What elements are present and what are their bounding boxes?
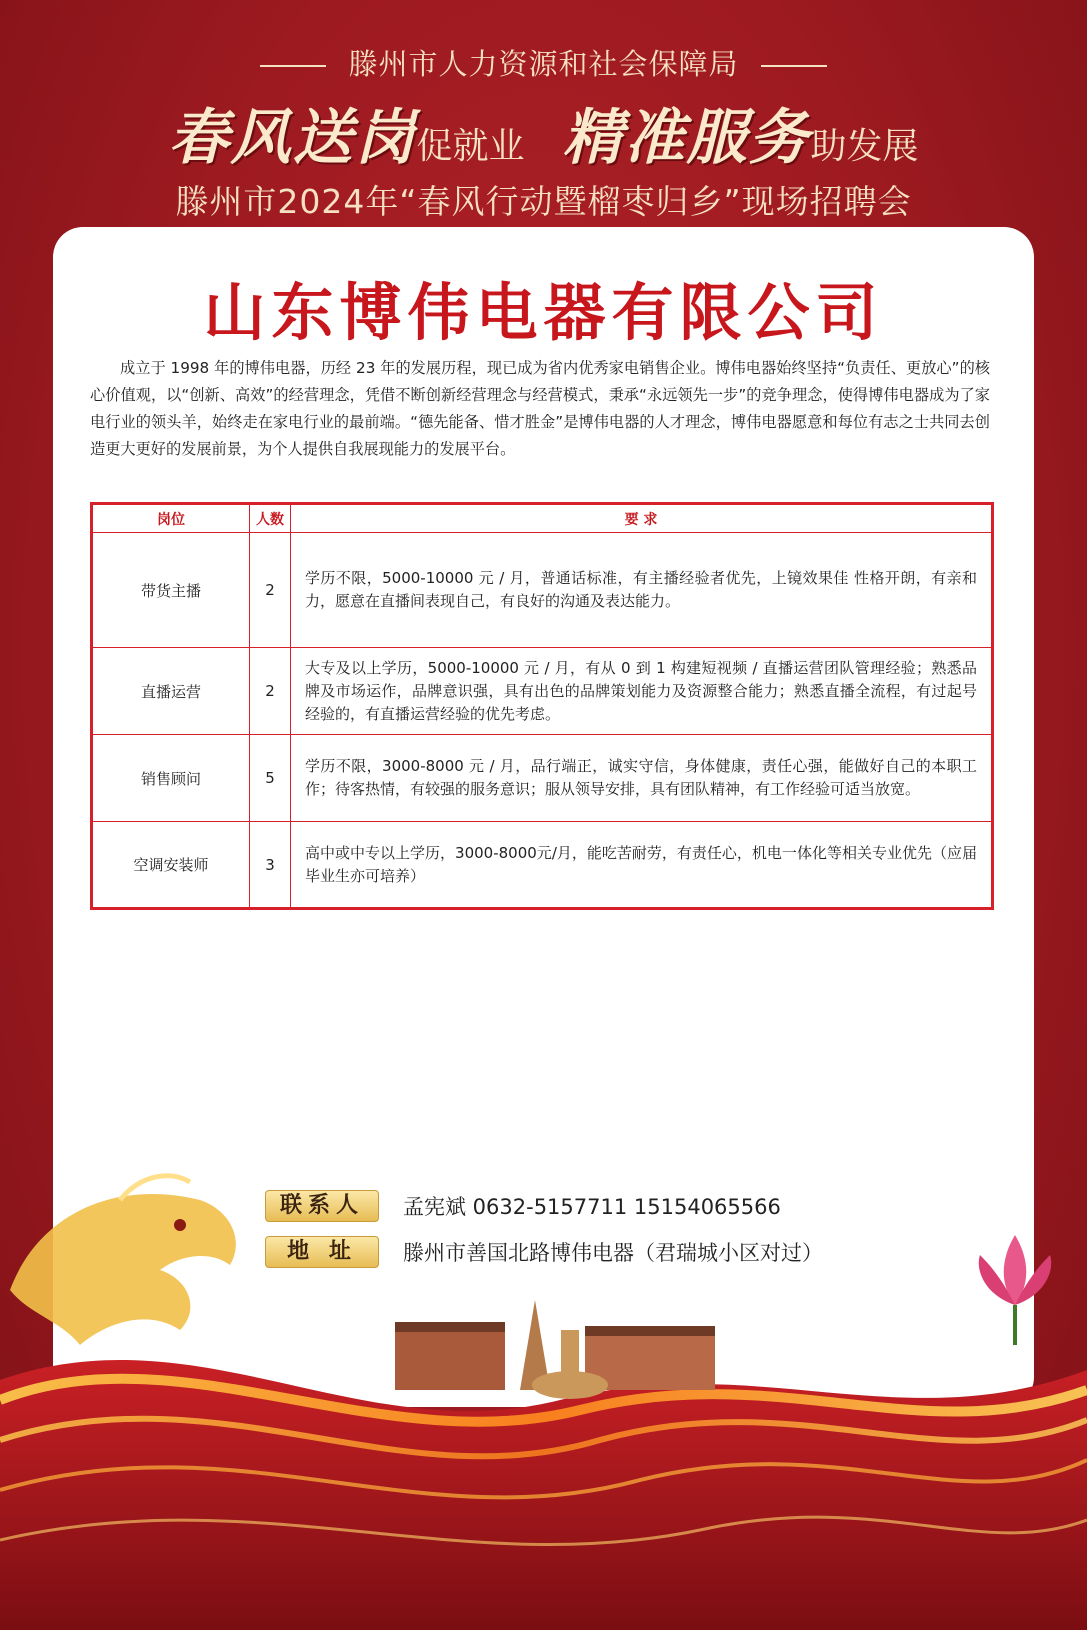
job-requirement: 学历不限，3000-8000 元 / 月，品行端正，诚实守信，身体健康，责任心强，能做好自己的本职工作；待客热情，有较强的服务意识；服从领导安排，具有团队精神，有工作经验可适当放宽。	[291, 735, 993, 822]
organizer-line	[0, 42, 1087, 83]
event-title: 滕州市2024年“春风行动暨榴枣归乡”现场招聘会	[175, 182, 912, 221]
contact-person-value: 孟宪斌 0632-5157711 15154065566	[403, 1195, 781, 1219]
dragon-icon	[0, 1170, 250, 1370]
address-label: 地 址	[265, 1236, 379, 1268]
slogan-2-text: 助发展	[810, 126, 919, 167]
job-count: 2	[250, 533, 291, 648]
table-row	[92, 822, 993, 909]
job-position: 带货主播	[92, 533, 250, 648]
contact-block	[265, 1188, 1045, 1280]
job-requirement: 高中或中专以上学历，3000-8000元/月，能吃苦耐劳，有责任心，机电一体化等相关专业优先（应届毕业生亦可培养）	[291, 822, 993, 909]
job-position: 直播运营	[92, 648, 250, 735]
table-row	[92, 648, 993, 735]
contact-person-label: 联系人	[265, 1190, 379, 1222]
address-row	[265, 1234, 1045, 1270]
job-count: 5	[250, 735, 291, 822]
job-requirement: 学历不限，5000-10000 元 / 月，普通话标准，有主播经验者优先，上镜效果佳 性格开朗，有亲和力，愿意在直播间表现自己，有良好的沟通及表达能力。	[291, 533, 993, 648]
table-row	[92, 533, 993, 648]
job-position: 销售顾问	[92, 735, 250, 822]
contact-row	[265, 1188, 1045, 1224]
poster-header	[0, 0, 1087, 230]
job-count: 3	[250, 822, 291, 909]
slogan-1-text: 促就业	[416, 126, 525, 167]
right-dash	[761, 65, 827, 67]
job-table	[90, 502, 994, 910]
company-intro: 成立于 1998 年的博伟电器，历经 23 年的发展历程，现已成为省内优秀家电销售企业。博伟电器始终坚持“负责任、更放心”的核心价值观，以“创新、高效”的经营理念，凭借不断创新经营理念与经营模式，秉承“永远领先一步”的竞争理念，使得博伟电器成为了家电行业的领头羊，始终走在家电行业的最前端。“德先能备、惜才胜金”是博伟电器的人才理念，博伟电器愿意和每位有志之士共同去创造更大更好的发展前景，为个人提供自我展现能力的发展平台。	[90, 359, 990, 458]
left-dash	[260, 65, 326, 67]
address-value: 滕州市善国北路博伟电器（君瑞城小区对过）	[403, 1241, 823, 1265]
header-position: 岗位	[92, 504, 250, 533]
company-name: 山东博伟电器有限公司	[203, 276, 884, 349]
organizer-name: 滕州市人力资源和社会保障局	[348, 47, 739, 81]
header-count: 人数	[250, 504, 291, 533]
slogan-1-calligraphy: 春风送岗	[168, 103, 417, 173]
slogan	[0, 90, 1087, 176]
job-requirement: 大专及以上学历，5000-10000 元 / 月，有从 0 到 1 构建短视频 / 直播运营团队管理经验；熟悉品牌及市场运作，品牌意识强，具有出色的品牌策划能力及资源整合能力；熟悉直播全流程，有过起号经验的，有直播运营经验的优先考虑。	[291, 648, 993, 735]
table-row	[92, 735, 993, 822]
header-requirement: 要 求	[291, 504, 993, 533]
slogan-2-calligraphy: 精准服务	[562, 103, 811, 173]
job-count: 2	[250, 648, 291, 735]
job-position: 空调安装师	[92, 822, 250, 909]
table-header-row	[92, 504, 993, 533]
city-landmarks-illustration	[385, 1290, 725, 1410]
